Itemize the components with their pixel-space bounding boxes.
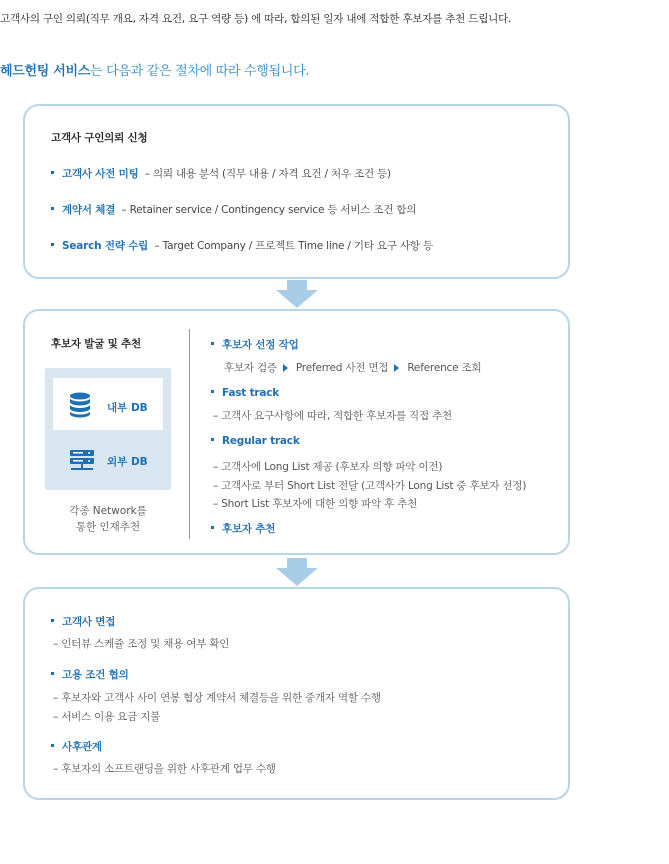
- network-caption: [45, 503, 171, 535]
- aftercare-heading: [51, 739, 102, 754]
- internal-db-label: 내부 DB: [107, 402, 148, 414]
- fast-track-desc: – 고객사 요구사항에 따라, 적합한 후보자를 직접 추천: [213, 410, 452, 422]
- aftercare-label: 사후관계: [62, 741, 102, 753]
- step2-box: [23, 309, 570, 555]
- step1-item-label: 고객사 사전 미팅: [62, 168, 139, 180]
- selection-flow: [224, 360, 481, 375]
- step1-item-desc: – Target Company / 프로젝트 Time line / 기타 요구 사항 등: [154, 240, 433, 252]
- negotiation-heading: [51, 667, 129, 682]
- recommend-label: 후보자 추천: [222, 523, 276, 535]
- regular-track-line: – 고객사로 부터 Short List 전달 (고객사가 Long List 중 후보자 선정): [213, 480, 527, 492]
- recommend-heading: [211, 521, 275, 536]
- step1-box: [23, 104, 570, 279]
- regular-track-heading: [211, 435, 300, 447]
- intro-text: 고객사의 구인 의뢰(직무 개요, 자격 요건, 요구 역량 등) 에 따라, 합의된 일자 내에 적합한 후보자를 추천 드립니다.: [0, 13, 512, 25]
- interview-label: 고객사 면접: [62, 616, 116, 628]
- step2-title: 후보자 발굴 및 추천: [51, 338, 141, 350]
- negotiation-line: – 후보자와 고객사 사이 연봉 협상 계약서 체결등을 위한 중개자 역할 수행: [53, 692, 381, 704]
- bullet-icon: [51, 744, 54, 747]
- down-arrow-icon: [276, 558, 318, 586]
- fast-track-label: Fast track: [222, 387, 280, 399]
- step1-item-desc: – Retainer service / Contingency service 등 서비스 조건 합의: [121, 204, 417, 216]
- step1-item-desc: – 의뢰 내용 분석 (직무 내용 / 자격 요건 / 처우 조건 등): [144, 168, 391, 180]
- headline-strong: 헤드헌팅 서비스: [0, 64, 91, 79]
- flow-step: 후보자 검증: [224, 362, 277, 374]
- interview-line: – 인터뷰 스케쥴 조정 및 채용 여부 확인: [53, 638, 230, 650]
- bullet-icon: [51, 171, 54, 174]
- selection-heading: [211, 337, 299, 352]
- step1-item-label: Search 전략 수립: [62, 240, 149, 252]
- step1-title: 고객사 구인의뢰 신청: [51, 132, 148, 144]
- aftercare-line: – 후보자의 소프트랜딩을 위한 사후관계 업무 수행: [53, 763, 276, 775]
- bullet-icon: [51, 207, 54, 210]
- bullet-icon: [51, 243, 54, 246]
- step1-item: [51, 238, 433, 253]
- arrow-right-icon: [394, 364, 399, 372]
- step1-item: [51, 166, 391, 181]
- step3-box: [23, 587, 570, 800]
- step1-item: [51, 202, 416, 217]
- down-arrow-icon: [276, 280, 318, 308]
- headline-rest: 는 다음과 같은 절차에 따라 수행됩니다.: [90, 64, 310, 79]
- bullet-icon: [51, 619, 54, 622]
- regular-track-line: – Short List 후보자에 대한 의향 파악 후 추천: [213, 498, 418, 510]
- headline: [0, 60, 309, 79]
- selection-label: 후보자 선정 작업: [222, 339, 299, 351]
- interview-heading: [51, 614, 115, 629]
- flow-step: Reference 조회: [407, 362, 482, 374]
- arrow-right-icon: [283, 364, 288, 372]
- regular-track-line: – 고객사에 Long List 제공 (후보자 의향 파악 이전): [213, 461, 443, 473]
- regular-track-label: Regular track: [222, 435, 300, 447]
- bullet-icon: [51, 672, 54, 675]
- external-db-label: 외부 DB: [107, 456, 148, 468]
- negotiation-line: – 서비스 이용 요금 지불: [53, 711, 161, 723]
- internal-db-card: [53, 378, 163, 430]
- db-panel: [45, 368, 171, 490]
- step1-item-label: 계약서 체결: [62, 204, 116, 216]
- flow-step: Preferred 사전 면접: [295, 362, 389, 374]
- server-icon: [69, 449, 95, 471]
- database-icon: [69, 392, 91, 418]
- bullet-icon: [211, 390, 214, 393]
- caption-line: 각종 Network를: [69, 505, 147, 517]
- bullet-icon: [211, 526, 214, 529]
- negotiation-label: 고용 조건 협의: [62, 669, 129, 681]
- bullet-icon: [211, 438, 214, 441]
- fast-track-heading: [211, 387, 279, 399]
- bullet-icon: [211, 342, 214, 345]
- column-divider: [189, 329, 190, 539]
- caption-line: 통한 인재추천: [75, 521, 141, 533]
